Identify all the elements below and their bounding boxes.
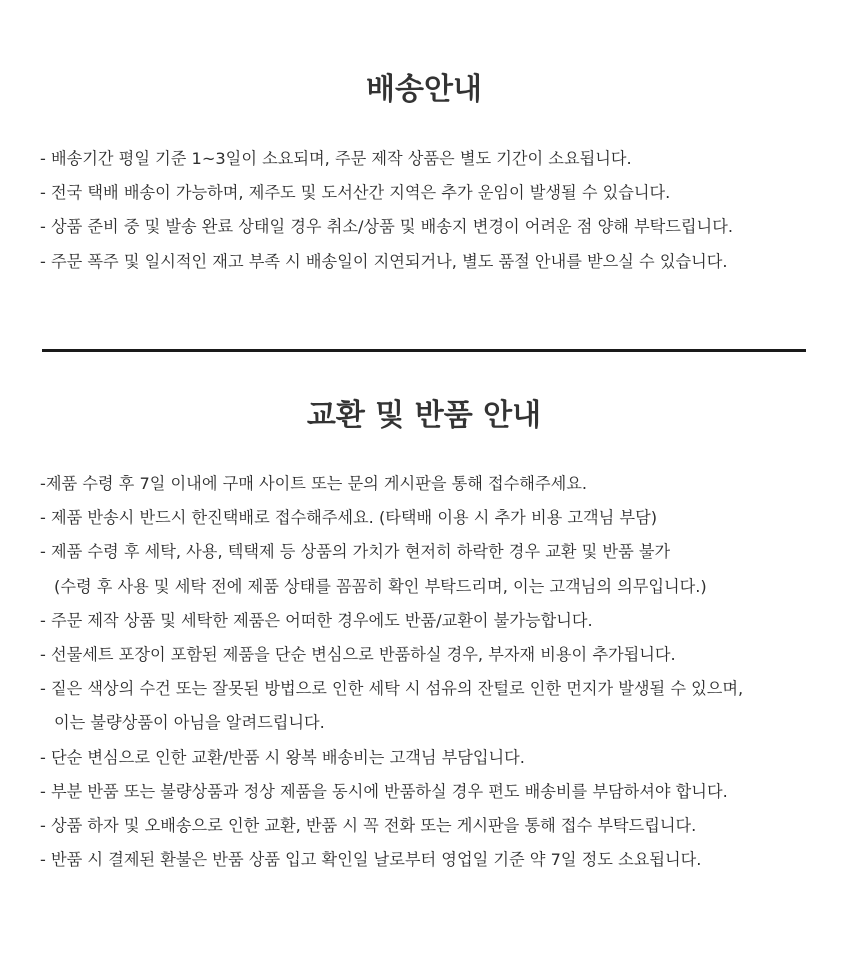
section-divider — [42, 349, 806, 352]
returns-line: - 주문 제작 상품 및 세탁한 제품은 어떠한 경우에도 반품/교환이 불가능합니다. — [40, 610, 593, 630]
returns-line: -제품 수령 후 7일 이내에 구매 사이트 또는 문의 게시판을 통해 접수해주세요. — [40, 474, 587, 493]
returns-line: - 상품 하자 및 오배송으로 인한 교환, 반품 시 꼭 전화 또는 게시판을 통해 접수 부탁드립니다. — [40, 815, 697, 835]
returns-line: - 부분 반품 또는 불량상품과 정상 제품을 동시에 반품하실 경우 편도 배송비를 부담하셔야 합니다. — [40, 781, 728, 801]
returns-line: - 단순 변심으로 인한 교환/반품 시 왕복 배송비는 고객님 부담입니다. — [40, 747, 525, 767]
shipping-guide-list — [40, 142, 820, 279]
shipping-line: - 배송기간 평일 기준 1~3일이 소요되며, 주문 제작 상품은 별도 기간이 소요됩니다. — [40, 149, 632, 168]
returns-line-continuation: 이는 불량상품이 아님을 알려드립니다. — [54, 713, 325, 733]
returns-line: - 짙은 색상의 수건 또는 잘못된 방법으로 인한 세탁 시 섬유의 잔털로 인한 먼지가 발생될 수 있으며, — [40, 679, 744, 699]
returns-line: - 반품 시 결제된 환불은 반품 상품 입고 확인일 날로부터 영업일 기준 약 7일 정도 소요됩니다. — [40, 850, 702, 870]
returns-line-continuation: (수령 후 사용 및 세탁 전에 제품 상태를 꼼꼼히 확인 부탁드리며, 이는 고객님의 의무입니다.) — [54, 576, 707, 596]
returns-line: - 선물세트 포장이 포함된 제품을 단순 변심으로 반품하실 경우, 부자재 비용이 추가됩니다. — [40, 644, 676, 664]
shipping-line: - 주문 폭주 및 일시적인 재고 부족 시 배송일이 지연되거나, 별도 품절 안내를 받으실 수 있습니다. — [40, 251, 728, 271]
returns-guide-title: 교환 및 반품 안내 — [306, 398, 542, 433]
returns-line: - 제품 반송시 반드시 한진택배로 접수해주세요. (타택배 이용 시 추가 비용 고객님 부담) — [40, 508, 658, 528]
shipping-line: - 전국 택배 배송이 가능하며, 제주도 및 도서산간 지역은 추가 운임이 발생될 수 있습니다. — [40, 183, 671, 203]
returns-line: - 제품 수령 후 세탁, 사용, 텍택제 등 상품의 가치가 현저히 하락한 경우 교환 및 반품 불가 — [40, 542, 671, 562]
shipping-line: - 상품 준비 중 및 발송 완료 상태일 경우 취소/상품 및 배송지 변경이 어려운 점 양해 부탁드립니다. — [40, 217, 733, 237]
shipping-guide-title: 배송안내 — [366, 72, 482, 107]
returns-guide-list — [40, 467, 820, 877]
